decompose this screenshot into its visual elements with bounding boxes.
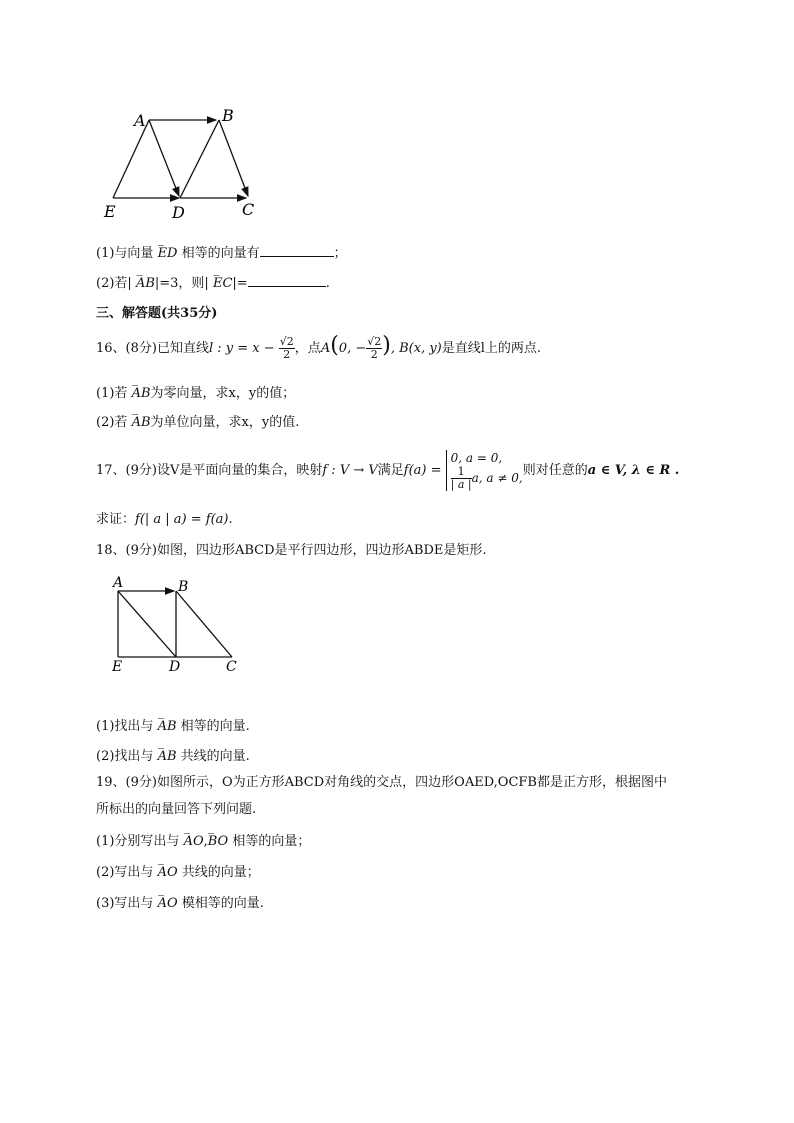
point-label-D: D [169,659,181,674]
vector-AD [149,120,179,196]
q19-part1: (1)分别写出与 ⌣⌣ AO,⌣⌣ BO 相等的向量； [96,832,310,852]
segment-DB [180,120,219,198]
q15-part1: (1)与向量 ⌣⌣ ED 相等的向量有 ； [96,243,347,264]
vector-AO-symbol: ⌣⌣ AO [184,832,204,852]
vector-BO-symbol: ⌣⌣ BO [208,832,228,852]
q17-stem: 17、(9分)设V是平面向量的集合，映射f : V → V满足f(a) = 0, a = 0, $\frac{1}{| a |}$ a, a ≠ 0, 则对任意的a ∈ V, λ ∈ R . [96,451,680,491]
fraction-sqrt2-over-2: $\frac{√2}{2}$ [279,335,294,361]
vector-AB-symbol: ⌣⌣ AB [132,384,151,404]
segment-EA [113,120,149,198]
q18-part1: (1)找出与 ⌣⌣ AB 相等的向量. [96,717,250,737]
point-label-B: B [178,579,189,595]
segment-AD [118,591,176,657]
vector-AO-symbol: ⌣⌣ AO [158,894,178,914]
point-label-B: B [222,106,234,125]
vector-AO-symbol: ⌣⌣ AO [158,863,178,883]
q18-part2: (2)找出与 ⌣⌣ AB 共线的向量. [96,747,250,767]
piecewise-definition: 0, a = 0, $\frac{1}{| a |}$ a, a ≠ 0, [446,450,523,491]
vector-AB-symbol: ⌣⌣ AB [158,717,177,737]
q15-part2: (2)若| ⌣⌣ AB|=3，则| ⌣⌣ EC|= . [96,273,330,294]
q16-part2: (2)若 ⌣⌣ AB为单位向量，求x，y的值. [96,413,299,433]
vector-AB-symbol: ⌣⌣ AB [158,747,177,767]
point-label-C: C [242,200,255,219]
q19-part2: (2)写出与 ⌣⌣ AO 共线的向量； [96,863,260,883]
point-label-A: A [113,575,124,591]
vector-BC [219,120,248,196]
answer-blank-1[interactable] [260,243,334,257]
point-label-E: E [112,659,123,674]
vector-EC-symbol: ⌣⌣ EC [213,274,232,294]
segment-BC [176,591,232,657]
answer-blank-2[interactable] [248,273,326,287]
point-label-E: E [104,202,116,221]
point-label-A: A [134,111,146,130]
q19-stem-line1: 19、(9分)如图所示，O为正方形ABCD对角线的交点，四边形OAED,OCFB都是正方形，根据图中 [96,775,667,790]
point-label-C: C [226,659,237,674]
vector-ED-symbol: ⌣⌣ ED [158,244,178,264]
q19-stem-line2: 所标出的向量回答下列问题. [96,802,257,817]
figure-15-parallelogram [96,100,276,225]
q19-part3: (3)写出与 ⌣⌣ AO 模相等的向量. [96,894,264,914]
figure-18-rectangle-parallelogram [108,574,248,674]
fraction-sqrt2-over-2-b: $\frac{√2}{2}$ [367,335,382,361]
vector-AB-symbol: ⌣⌣ AB [132,413,151,433]
point-label-D: D [172,203,185,222]
q16-part1: (1)若 ⌣⌣ AB为零向量，求x，y的值； [96,384,295,404]
section-heading: 三、解答题(共35分) [96,306,218,321]
q16-stem: 16、(8分)已知直线l : y = x − $\frac{√2}{2}$ ，点A(0, − $\frac{√2}{2}$ ), B(x, y)是直线l上的两点. [96,333,542,361]
q18-stem: 18、(9分)如图，四边形ABCD是平行四边形，四边形ABDE是矩形. [96,543,487,558]
q17-prove: 求证：f(| a | a) = f(a). [96,512,233,527]
vector-AB-symbol: ⌣⌣ AB [136,274,155,294]
